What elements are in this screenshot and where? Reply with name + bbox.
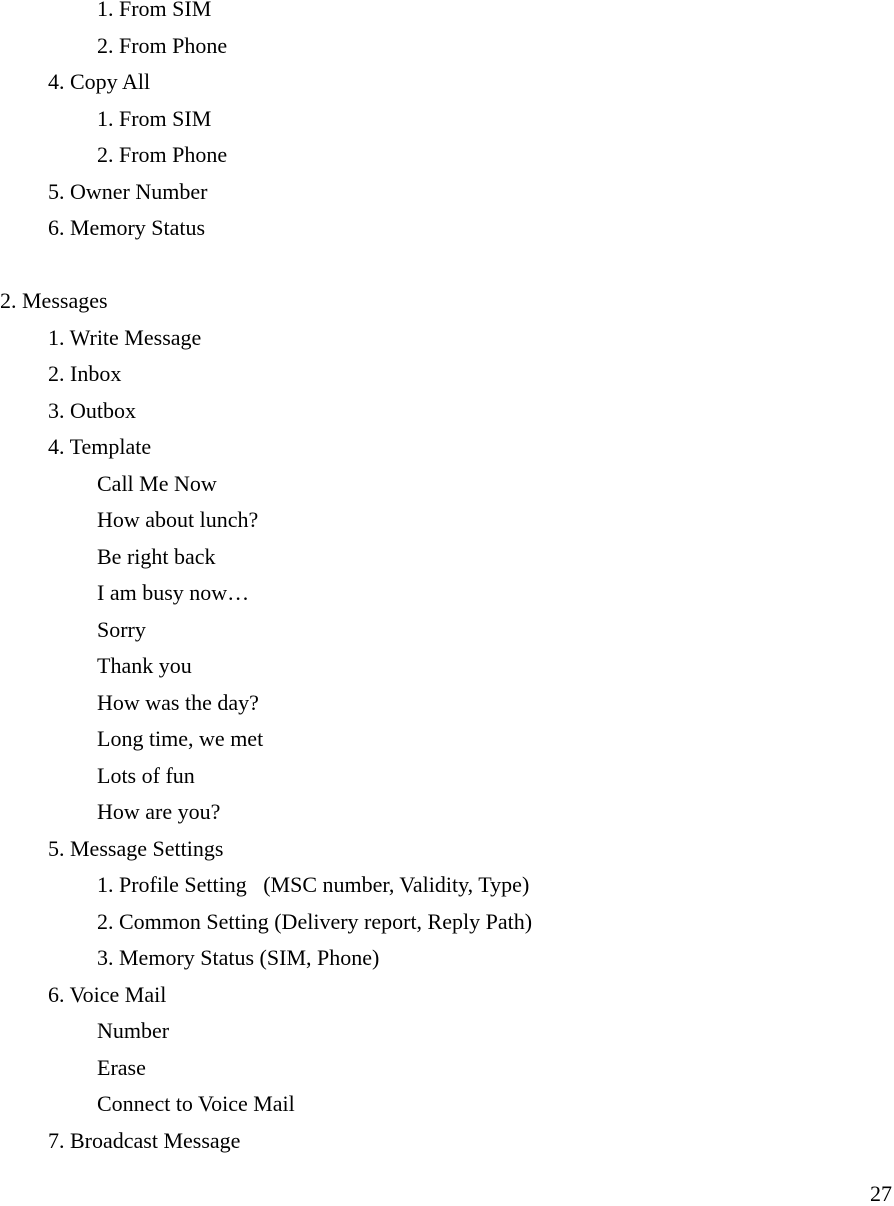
outline-item: 6. Voice Mail [48, 982, 167, 1007]
outline-item: Sorry [97, 617, 146, 642]
outline-item: 3. Outbox [48, 398, 136, 423]
outline-item: 5. Message Settings [48, 836, 224, 861]
outline-item: 4. Copy All [48, 69, 151, 94]
outline-item: Call Me Now [97, 471, 217, 496]
outline-item: 2. Common Setting (Delivery report, Reply Path) [97, 909, 533, 934]
outline-item: 4. Template [48, 434, 152, 459]
outline-item: Thank you [97, 653, 192, 678]
outline-item: Lots of fun [97, 763, 195, 788]
outline-item: 5. Owner Number [48, 179, 208, 204]
outline-item: Number [97, 1018, 170, 1043]
outline-item: How was the day? [97, 690, 259, 715]
page-number: 27 [870, 1181, 892, 1206]
outline-item: 1. Write Message [48, 325, 202, 350]
outline-item: How about lunch? [97, 507, 259, 532]
outline-item: 1. From SIM [97, 0, 212, 21]
outline-item: 7. Broadcast Message [48, 1128, 241, 1153]
outline-item: 2. From Phone [97, 33, 228, 58]
outline-item: Be right back [97, 544, 216, 569]
outline-item: Erase [97, 1055, 146, 1080]
outline-item: 1. Profile Setting (MSC number, Validity, Type) [97, 872, 530, 897]
outline-item: 2. Inbox [48, 361, 122, 386]
outline-item: 6. Memory Status [48, 215, 206, 240]
outline-item: Connect to Voice Mail [97, 1091, 295, 1116]
outline-item: 3. Memory Status (SIM, Phone) [97, 945, 380, 970]
outline-item: I am busy now… [97, 580, 250, 605]
outline-item: 2. Messages [0, 288, 108, 313]
outline-item: 1. From SIM [97, 106, 212, 131]
outline-item: 2. From Phone [97, 142, 228, 167]
outline-item: How are you? [97, 799, 221, 824]
outline-item: Long time, we met [97, 726, 264, 751]
